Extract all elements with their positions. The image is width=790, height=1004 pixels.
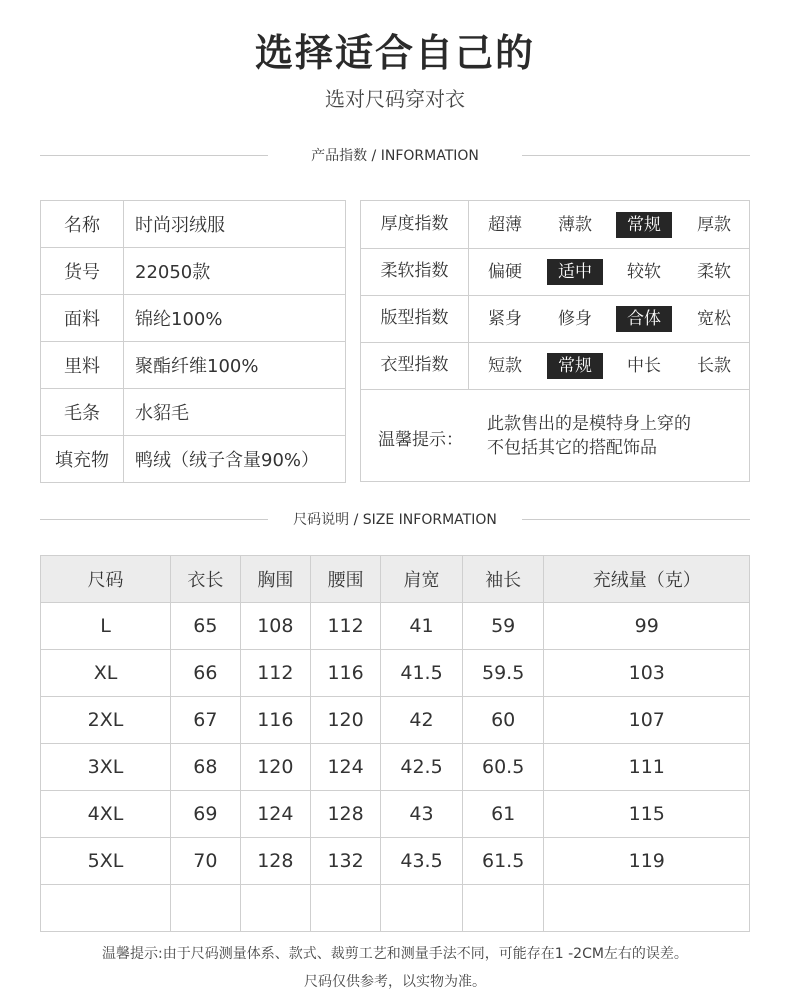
product-indices-panel	[360, 200, 750, 482]
size-table-cell	[544, 885, 750, 932]
size-table-cell	[462, 885, 544, 932]
product-info-key: 填充物	[41, 436, 124, 483]
index-option: 短款	[488, 356, 522, 376]
product-info-row	[41, 201, 346, 248]
size-table-cell: 68	[171, 744, 241, 791]
index-row	[361, 342, 749, 390]
size-table-header-cell: 腰围	[310, 556, 380, 603]
product-info-value: 锦纶100%	[124, 295, 346, 342]
size-table-cell: 111	[544, 744, 750, 791]
size-note: 温馨提示:由于尺码测量体系、款式、裁剪工艺和测量手法不同，可能存在1 -2CM左右的误差。	[102, 946, 688, 962]
size-table-cell: 128	[310, 791, 380, 838]
size-table-cell: 5XL	[41, 838, 171, 885]
size-table-cell: 42.5	[381, 744, 463, 791]
product-info-key: 毛条	[41, 389, 124, 436]
size-table-cell	[240, 885, 310, 932]
size-table-cell: 42	[381, 697, 463, 744]
index-option: 厚款	[697, 215, 731, 235]
index-option: 中长	[627, 356, 661, 376]
size-table-cell: 66	[171, 650, 241, 697]
page-subtitle: 选对尺码穿对衣	[325, 87, 465, 111]
size-table-cell: 70	[171, 838, 241, 885]
tip-label: 温馨提示：	[378, 430, 463, 450]
size-table-cell: 4XL	[41, 791, 171, 838]
size-table-cell: 67	[171, 697, 241, 744]
product-info-row	[41, 436, 346, 483]
index-option: 长款	[697, 356, 731, 376]
product-section-heading: 产品指数 / INFORMATION	[311, 148, 479, 164]
size-table-cell: 99	[544, 603, 750, 650]
size-table-header-cell: 尺码	[41, 556, 171, 603]
product-info-value: 时尚羽绒服	[124, 201, 346, 248]
index-option: 超薄	[488, 215, 522, 235]
size-table-cell: 43	[381, 791, 463, 838]
index-option: 较软	[627, 262, 661, 282]
product-info-key: 货号	[41, 248, 124, 295]
size-table-header-cell: 袖长	[462, 556, 544, 603]
index-option: 修身	[558, 309, 592, 329]
product-info-value: 聚酯纤维100%	[124, 342, 346, 389]
size-table-cell: 116	[310, 650, 380, 697]
size-table	[40, 555, 750, 932]
index-option-selected: 常规	[616, 212, 672, 238]
index-label: 柔软指数	[361, 248, 469, 295]
size-table-cell: 132	[310, 838, 380, 885]
tip-line-1: 此款售出的是模特身上穿的	[487, 414, 691, 434]
size-table-row	[41, 697, 750, 744]
size-table-cell: 41.5	[381, 650, 463, 697]
size-table-header-cell: 肩宽	[381, 556, 463, 603]
size-table-cell: 65	[171, 603, 241, 650]
index-option: 宽松	[697, 309, 731, 329]
size-table-header-cell: 充绒量（克）	[544, 556, 750, 603]
size-table-cell: 120	[240, 744, 310, 791]
size-table-cell: 41	[381, 603, 463, 650]
product-info-value: 鸭绒（绒子含量90%）	[124, 436, 346, 483]
size-table-cell: 112	[310, 603, 380, 650]
size-table-cell	[310, 885, 380, 932]
size-table-cell: 116	[240, 697, 310, 744]
index-label: 衣型指数	[361, 342, 469, 389]
size-table-cell: 3XL	[41, 744, 171, 791]
product-info-table	[40, 200, 346, 483]
size-table-cell: 61	[462, 791, 544, 838]
product-info-row	[41, 248, 346, 295]
index-row	[361, 295, 749, 343]
size-table-row	[41, 744, 750, 791]
product-info-row	[41, 342, 346, 389]
size-table-header-row	[41, 556, 750, 603]
index-option: 薄款	[558, 215, 592, 235]
index-option: 紧身	[488, 309, 522, 329]
size-table-header-cell: 衣长	[171, 556, 241, 603]
size-note-2: 尺码仅供参考，以实物为准。	[304, 974, 486, 990]
index-option: 偏硬	[488, 262, 522, 282]
tip-line-2: 不包括其它的搭配饰品	[487, 438, 657, 458]
size-table-cell: 108	[240, 603, 310, 650]
size-table-cell: 59.5	[462, 650, 544, 697]
size-table-header-cell: 胸围	[240, 556, 310, 603]
size-table-row	[41, 603, 750, 650]
size-table-row	[41, 791, 750, 838]
index-row	[361, 201, 749, 249]
size-table-cell: XL	[41, 650, 171, 697]
product-info-key: 名称	[41, 201, 124, 248]
size-table-cell: 61.5	[462, 838, 544, 885]
size-table-cell: 60.5	[462, 744, 544, 791]
size-table-cell: 2XL	[41, 697, 171, 744]
product-info-key: 里料	[41, 342, 124, 389]
size-table-cell: 107	[544, 697, 750, 744]
size-table-cell	[171, 885, 241, 932]
product-info-key: 面料	[41, 295, 124, 342]
size-section-heading: 尺码说明 / SIZE INFORMATION	[293, 512, 497, 528]
index-option-selected: 常规	[547, 353, 603, 379]
size-table-cell: 43.5	[381, 838, 463, 885]
size-table-cell: 103	[544, 650, 750, 697]
index-option: 柔软	[697, 262, 731, 282]
size-table-cell: 124	[240, 791, 310, 838]
tip-text	[487, 412, 691, 460]
product-info-row	[41, 295, 346, 342]
size-table-cell: 115	[544, 791, 750, 838]
size-table-row	[41, 885, 750, 932]
index-label: 厚度指数	[361, 201, 469, 248]
size-table-row	[41, 650, 750, 697]
size-table-cell: 120	[310, 697, 380, 744]
size-table-cell: L	[41, 603, 171, 650]
size-divider-right	[522, 519, 750, 520]
size-table-cell: 59	[462, 603, 544, 650]
size-table-cell: 119	[544, 838, 750, 885]
size-table-cell: 60	[462, 697, 544, 744]
index-row	[361, 248, 749, 296]
page-title: 选择适合自己的	[254, 31, 535, 75]
size-table-cell: 112	[240, 650, 310, 697]
index-option-selected: 合体	[616, 306, 672, 332]
section-divider-right	[522, 155, 750, 156]
product-info-value: 22050款	[124, 248, 346, 295]
size-table-row	[41, 838, 750, 885]
size-table-cell: 69	[171, 791, 241, 838]
size-table-cell	[41, 885, 171, 932]
size-table-cell	[381, 885, 463, 932]
index-label: 版型指数	[361, 295, 469, 342]
product-info-row	[41, 389, 346, 436]
index-option-selected: 适中	[547, 259, 603, 285]
size-table-cell: 128	[240, 838, 310, 885]
product-info-value: 水貂毛	[124, 389, 346, 436]
size-table-cell: 124	[310, 744, 380, 791]
